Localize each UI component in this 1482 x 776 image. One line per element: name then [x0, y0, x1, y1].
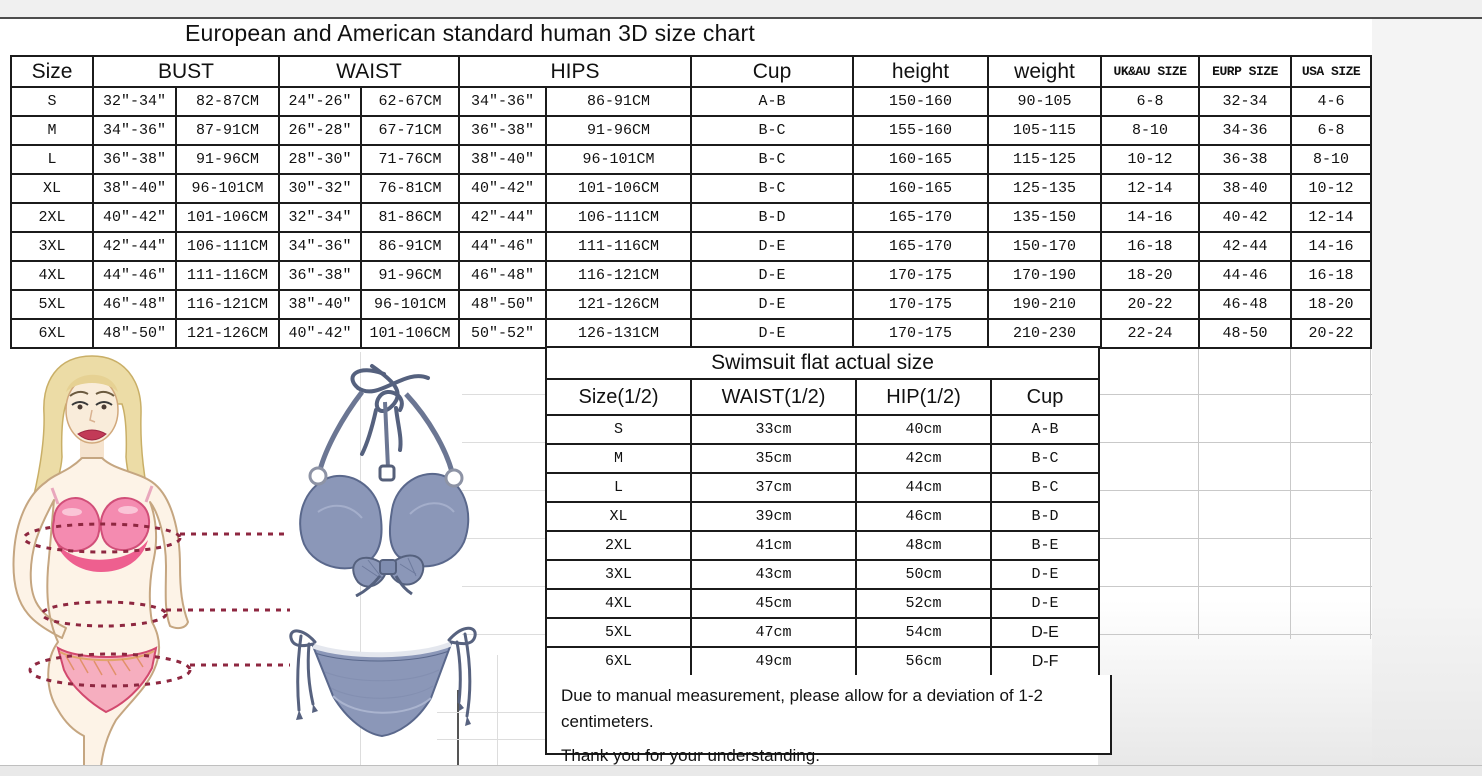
table-cell: 24″-26″ — [279, 87, 361, 116]
table-cell: 111-116CM — [546, 232, 691, 261]
table-cell: 42″-44″ — [459, 203, 546, 232]
table-row — [11, 174, 1371, 203]
table-cell: 18-20 — [1101, 261, 1199, 290]
col-header-weight: weight — [988, 56, 1101, 87]
table-cell: 35cm — [691, 444, 856, 473]
note-line-1: Due to manual measurement, please allow for a deviation of 1-2 centimeters. — [561, 686, 1043, 731]
grid-line — [1100, 586, 1372, 587]
table-cell: 38″-40″ — [279, 290, 361, 319]
table-cell: 6XL — [11, 319, 93, 348]
table-cell: 38-40 — [1199, 174, 1291, 203]
table-cell: S — [11, 87, 93, 116]
table-cell: 46″-48″ — [459, 261, 546, 290]
table-cell: D-E — [991, 618, 1099, 647]
table-cell: 4XL — [11, 261, 93, 290]
table-cell: 86-91CM — [546, 87, 691, 116]
table-cell: 34-36 — [1199, 116, 1291, 145]
table-cell: 38″-40″ — [459, 145, 546, 174]
page-title: European and American standard human 3D size chart — [185, 20, 755, 46]
table-cell: 37cm — [691, 473, 856, 502]
table-cell: B-D — [991, 502, 1099, 531]
table-cell: 126-131CM — [546, 319, 691, 348]
grid-line — [462, 442, 545, 443]
table-cell: 22-24 — [1101, 319, 1199, 348]
table-cell: 42-44 — [1199, 232, 1291, 261]
table-cell: 96-101CM — [546, 145, 691, 174]
table-cell: 44″-46″ — [93, 261, 176, 290]
table-row — [546, 415, 1099, 444]
table-cell: 4-6 — [1291, 87, 1371, 116]
table-cell: 40″-42″ — [279, 319, 361, 348]
grid-line — [1370, 347, 1371, 639]
table-row — [11, 261, 1371, 290]
table-cell: B-C — [691, 174, 853, 203]
table-cell: 48cm — [856, 531, 991, 560]
table-cell: D-E — [691, 319, 853, 348]
table-cell: 32-34 — [1199, 87, 1291, 116]
table-cell: 28″-30″ — [279, 145, 361, 174]
note-line-2: Thank you for your understanding. — [561, 746, 820, 765]
table-cell: 46-48 — [1199, 290, 1291, 319]
table-cell: D-F — [991, 647, 1099, 676]
table-cell: B-C — [691, 145, 853, 174]
table-cell: 101-106CM — [546, 174, 691, 203]
col-header-ukau-size: UK&AU SIZE — [1101, 56, 1199, 87]
table-cell: 106-111CM — [176, 232, 279, 261]
table-cell: 165-170 — [853, 203, 988, 232]
table-cell: 170-175 — [853, 290, 988, 319]
table-cell: S — [546, 415, 691, 444]
table-cell: 40″-42″ — [459, 174, 546, 203]
table-cell: 44-46 — [1199, 261, 1291, 290]
grid-line — [437, 712, 545, 713]
table-cell: 121-126CM — [176, 319, 279, 348]
table-row — [11, 116, 1371, 145]
table-cell: 106-111CM — [546, 203, 691, 232]
grid-line — [1290, 347, 1291, 639]
bra-illustration — [52, 486, 152, 572]
table-cell: 45cm — [691, 589, 856, 618]
table-cell: B-E — [991, 531, 1099, 560]
grid-line — [1100, 634, 1372, 635]
table-cell: 33cm — [691, 415, 856, 444]
col-header-waist-half: WAIST(1/2) — [691, 379, 856, 415]
swimsuit-header-row — [546, 379, 1099, 415]
grid-line — [1198, 347, 1199, 639]
table-row — [546, 647, 1099, 676]
table-cell: 8-10 — [1291, 145, 1371, 174]
table-cell: 32″-34″ — [279, 203, 361, 232]
table-cell: 39cm — [691, 502, 856, 531]
table-row — [546, 618, 1099, 647]
table-cell: 71-76CM — [361, 145, 459, 174]
table-cell: 101-106CM — [361, 319, 459, 348]
col-header-hips: HIPS — [459, 56, 691, 87]
table-cell: L — [11, 145, 93, 174]
grid-line — [462, 538, 545, 539]
table-cell: M — [11, 116, 93, 145]
table-row — [546, 473, 1099, 502]
table-cell: 67-71CM — [361, 116, 459, 145]
center-bow — [353, 555, 423, 596]
table-cell: 111-116CM — [176, 261, 279, 290]
table-cell: 150-160 — [853, 87, 988, 116]
table-cell: 20-22 — [1101, 290, 1199, 319]
table-cell: 46″-48″ — [93, 290, 176, 319]
col-header-size: Size — [11, 56, 93, 87]
grid-line — [1100, 490, 1372, 491]
table-cell: 160-165 — [853, 174, 988, 203]
table-cell: D-E — [991, 560, 1099, 589]
grid-line — [462, 586, 545, 587]
col-header-waist: WAIST — [279, 56, 459, 87]
table-cell: 49cm — [691, 647, 856, 676]
main-size-chart-table — [10, 55, 1372, 349]
table-cell: D-E — [691, 232, 853, 261]
measurement-note — [545, 675, 1112, 765]
grid-line — [462, 634, 545, 635]
table-row — [11, 232, 1371, 261]
table-cell: 6-8 — [1291, 116, 1371, 145]
table-cell: 210-230 — [988, 319, 1101, 348]
table-row — [546, 560, 1099, 589]
table-cell: 26″-28″ — [279, 116, 361, 145]
col-header-size-half: Size(1/2) — [546, 379, 691, 415]
table-cell: 43cm — [691, 560, 856, 589]
table-cell: 116-121CM — [546, 261, 691, 290]
table-cell: 2XL — [11, 203, 93, 232]
table-cell: 6-8 — [1101, 87, 1199, 116]
table-cell: D-E — [691, 261, 853, 290]
table-cell: 48-50 — [1199, 319, 1291, 348]
table-cell: 91-96CM — [546, 116, 691, 145]
table-cell: 41cm — [691, 531, 856, 560]
table-cell: 3XL — [11, 232, 93, 261]
table-cell: 82-87CM — [176, 87, 279, 116]
table-cell: 44″-46″ — [459, 232, 546, 261]
swimsuit-table-title: Swimsuit flat actual size — [546, 347, 1099, 379]
table-cell: 170-190 — [988, 261, 1101, 290]
bottom-gray-band — [0, 766, 1482, 776]
table-cell: XL — [11, 174, 93, 203]
body-outline-illustration — [14, 458, 188, 776]
bikini-top-drawing — [288, 362, 470, 597]
table-cell: B-C — [991, 473, 1099, 502]
table-cell: 30″-32″ — [279, 174, 361, 203]
table-cell: 170-175 — [853, 319, 988, 348]
table-cell: 115-125 — [988, 145, 1101, 174]
table-cell: 32″-34″ — [93, 87, 176, 116]
table-cell: 12-14 — [1291, 203, 1371, 232]
table-row — [11, 87, 1371, 116]
table-cell: 34″-36″ — [459, 87, 546, 116]
table-cell: 160-165 — [853, 145, 988, 174]
table-cell: 165-170 — [853, 232, 988, 261]
table-cell: 48″-50″ — [93, 319, 176, 348]
col-header-height: height — [853, 56, 988, 87]
halter-knot — [352, 366, 428, 454]
table-cell: D-E — [691, 290, 853, 319]
table-cell: 62-67CM — [361, 87, 459, 116]
bikini-bottom-drawing — [285, 612, 480, 767]
table-cell: 190-210 — [988, 290, 1101, 319]
col-header-cup: Cup — [991, 379, 1099, 415]
table-cell: 3XL — [546, 560, 691, 589]
table-cell: 18-20 — [1291, 290, 1371, 319]
table-row — [546, 502, 1099, 531]
grid-line — [1100, 538, 1372, 539]
grid-line — [462, 394, 545, 395]
table-cell: 50cm — [856, 560, 991, 589]
cups — [300, 466, 468, 568]
table-cell: 91-96CM — [176, 145, 279, 174]
top-gray-band — [0, 0, 1482, 17]
side-ties — [291, 628, 475, 716]
grid-line — [497, 655, 498, 766]
hair-illustration — [30, 356, 152, 512]
table-cell: 101-106CM — [176, 203, 279, 232]
table-cell: 135-150 — [988, 203, 1101, 232]
table-cell: 105-115 — [988, 116, 1101, 145]
col-header-usa-size: USA SIZE — [1291, 56, 1371, 87]
table-cell: 52cm — [856, 589, 991, 618]
table-cell: 54cm — [856, 618, 991, 647]
top-divider-line — [0, 17, 1482, 19]
table-cell: 20-22 — [1291, 319, 1371, 348]
table-cell: 47cm — [691, 618, 856, 647]
grid-line — [437, 739, 545, 740]
table-cell: 14-16 — [1291, 232, 1371, 261]
table-cell: 42cm — [856, 444, 991, 473]
table-cell: A-B — [991, 415, 1099, 444]
table-cell: 4XL — [546, 589, 691, 618]
grid-line — [360, 352, 361, 765]
col-header-cup: Cup — [691, 56, 853, 87]
table-row — [546, 589, 1099, 618]
table-row — [11, 203, 1371, 232]
grid-line — [1100, 394, 1372, 395]
grid-line — [457, 690, 459, 766]
table-cell: 42″-44″ — [93, 232, 176, 261]
table-row — [11, 290, 1371, 319]
swimsuit-table-title-row — [546, 347, 1099, 379]
face-illustration — [66, 375, 118, 466]
table-cell: 96-101CM — [176, 174, 279, 203]
table-cell: 40cm — [856, 415, 991, 444]
table-cell: 91-96CM — [361, 261, 459, 290]
table-cell: 170-175 — [853, 261, 988, 290]
table-cell: XL — [546, 502, 691, 531]
swimsuit-size-table — [545, 346, 1100, 677]
table-cell: 40-42 — [1199, 203, 1291, 232]
table-cell: 36-38 — [1199, 145, 1291, 174]
table-cell: 2XL — [546, 531, 691, 560]
tie-tips — [296, 702, 471, 726]
table-cell: 8-10 — [1101, 116, 1199, 145]
table-cell: 121-126CM — [546, 290, 691, 319]
grid-line — [1100, 442, 1372, 443]
woman-measurement-sketch — [2, 352, 292, 776]
table-cell: D-E — [991, 589, 1099, 618]
table-cell: 81-86CM — [361, 203, 459, 232]
bottom-illustration — [58, 648, 156, 712]
table-cell: 44cm — [856, 473, 991, 502]
table-cell: B-D — [691, 203, 853, 232]
table-cell: 5XL — [546, 618, 691, 647]
table-cell: 6XL — [546, 647, 691, 676]
table-cell: A-B — [691, 87, 853, 116]
table-cell: 38″-40″ — [93, 174, 176, 203]
table-row — [11, 319, 1371, 348]
col-header-hip-half: HIP(1/2) — [856, 379, 991, 415]
table-cell: 10-12 — [1291, 174, 1371, 203]
table-cell: 16-18 — [1291, 261, 1371, 290]
table-cell: L — [546, 473, 691, 502]
table-cell: 5XL — [11, 290, 93, 319]
table-row — [546, 531, 1099, 560]
table-cell: 76-81CM — [361, 174, 459, 203]
table-cell: 87-91CM — [176, 116, 279, 145]
col-header-eurp-size: EURP SIZE — [1199, 56, 1291, 87]
table-cell: 125-135 — [988, 174, 1101, 203]
table-cell: 36″-38″ — [279, 261, 361, 290]
measurement-dashed-lines — [24, 524, 290, 686]
col-header-bust: BUST — [93, 56, 279, 87]
table-cell: 16-18 — [1101, 232, 1199, 261]
halter-straps — [320, 392, 452, 472]
table-cell: 14-16 — [1101, 203, 1199, 232]
table-cell: 90-105 — [988, 87, 1101, 116]
table-cell: B-C — [691, 116, 853, 145]
table-cell: 86-91CM — [361, 232, 459, 261]
table-row — [11, 145, 1371, 174]
table-cell: 46cm — [856, 502, 991, 531]
table-cell: 34″-36″ — [279, 232, 361, 261]
table-cell: 155-160 — [853, 116, 988, 145]
table-cell: 12-14 — [1101, 174, 1199, 203]
table-cell: 150-170 — [988, 232, 1101, 261]
table-cell: 116-121CM — [176, 290, 279, 319]
table-cell: 36″-38″ — [459, 116, 546, 145]
table-cell: 34″-36″ — [93, 116, 176, 145]
table-row — [546, 444, 1099, 473]
table-cell: 96-101CM — [361, 290, 459, 319]
table-cell: B-C — [991, 444, 1099, 473]
main-header-row — [11, 56, 1371, 87]
table-cell: 10-12 — [1101, 145, 1199, 174]
bottom-body — [313, 644, 451, 736]
table-cell: M — [546, 444, 691, 473]
table-cell: 48″-50″ — [459, 290, 546, 319]
table-cell: 40″-42″ — [93, 203, 176, 232]
table-cell: 36″-38″ — [93, 145, 176, 174]
table-cell: 56cm — [856, 647, 991, 676]
grid-line — [462, 490, 545, 491]
table-cell: 50″-52″ — [459, 319, 546, 348]
